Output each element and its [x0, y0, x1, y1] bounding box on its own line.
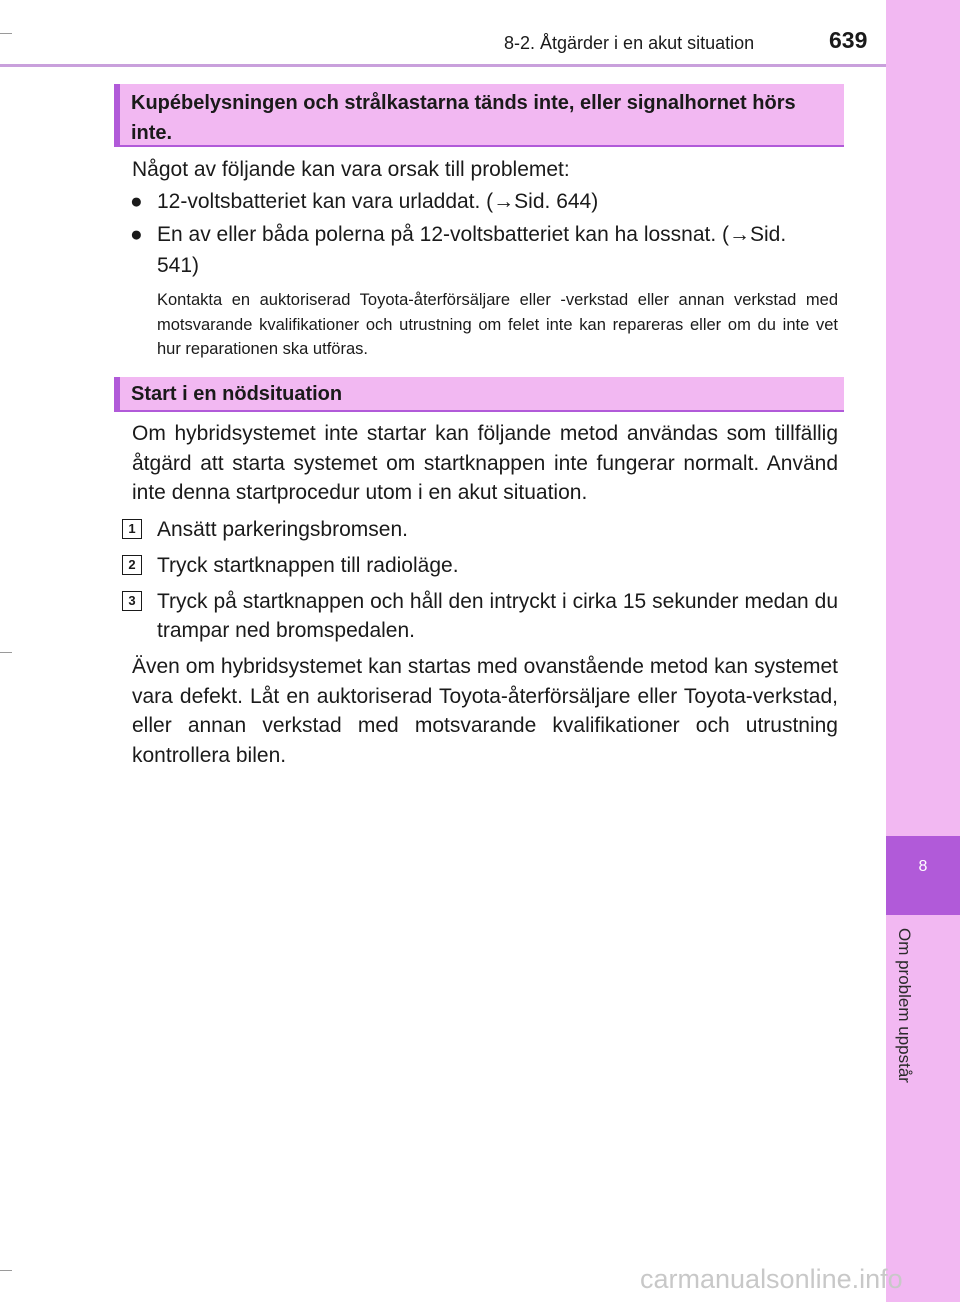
- step-text: Tryck startknappen till radioläge.: [157, 554, 459, 577]
- closing-paragraph: Även om hybridsystemet kan startas med ovanstående metod kan systemet vara defekt. Låt en auktoriserad Toyota-återförsäljare eller Toyota-verkstad, eller annan verkstad med motsvarande kvalifikationer och utrustning kontrollera bilen.: [132, 655, 838, 767]
- step-text: Tryck på startknappen och håll den intryckt i cirka 15 sekunder medan du trampar ned bromspedalen.: [157, 590, 838, 642]
- list-item-text: En av eller båda polerna på 12-voltsbatteriet kan ha lossnat. (→Sid. 541): [157, 223, 787, 277]
- intro-paragraph: Om hybridsystemet inte startar kan följande metod användas som tillfällig åtgärd att starta systemet om startknappen inte fungerar normalt. Använd inte denna startprocedur utom i en akut situation.: [132, 422, 838, 504]
- step-number-box: 1: [122, 519, 142, 539]
- header-rule: [0, 64, 886, 67]
- list-item-text: 12-voltsbatteriet kan vara urladdat. (→Sid. 644): [157, 190, 599, 213]
- intro-paragraph: Något av följande kan vara orsak till problemet:: [132, 158, 570, 181]
- crop-mark: [0, 1270, 12, 1271]
- note-paragraph: Kontakta en auktoriserad Toyota-återförsäljare eller -verkstad eller annan verkstad med motsvarande kvalifikationer och utrustning om felet inte kan repareras eller om du inte vet hur reparationen ska utföras.: [157, 291, 838, 358]
- running-head: 8-2. Åtgärder i en akut situation: [504, 33, 755, 53]
- chapter-title: Om problem uppstår: [895, 928, 914, 1083]
- side-tab: [886, 0, 960, 1302]
- crop-mark: [0, 652, 12, 653]
- section-heading: [114, 377, 844, 412]
- bullet-icon: ●: [130, 190, 143, 213]
- page-number: 639: [829, 27, 868, 53]
- section-title: Kupébelysningen och strålkastarna tänds inte, eller signalhornet hörs inte.: [131, 92, 796, 144]
- watermark: carmanualsonline.info: [640, 1264, 903, 1294]
- section-heading: [114, 84, 844, 147]
- section-title: Start i en nödsituation: [131, 383, 343, 405]
- chapter-tab[interactable]: [886, 836, 960, 915]
- bullet-icon: ●: [130, 223, 143, 246]
- step-number-box: 3: [122, 591, 142, 611]
- step-text: Ansätt parkeringsbromsen.: [157, 518, 408, 541]
- crop-mark: [0, 33, 12, 34]
- chapter-number: 8: [918, 858, 928, 875]
- step-number-box: 2: [122, 555, 142, 575]
